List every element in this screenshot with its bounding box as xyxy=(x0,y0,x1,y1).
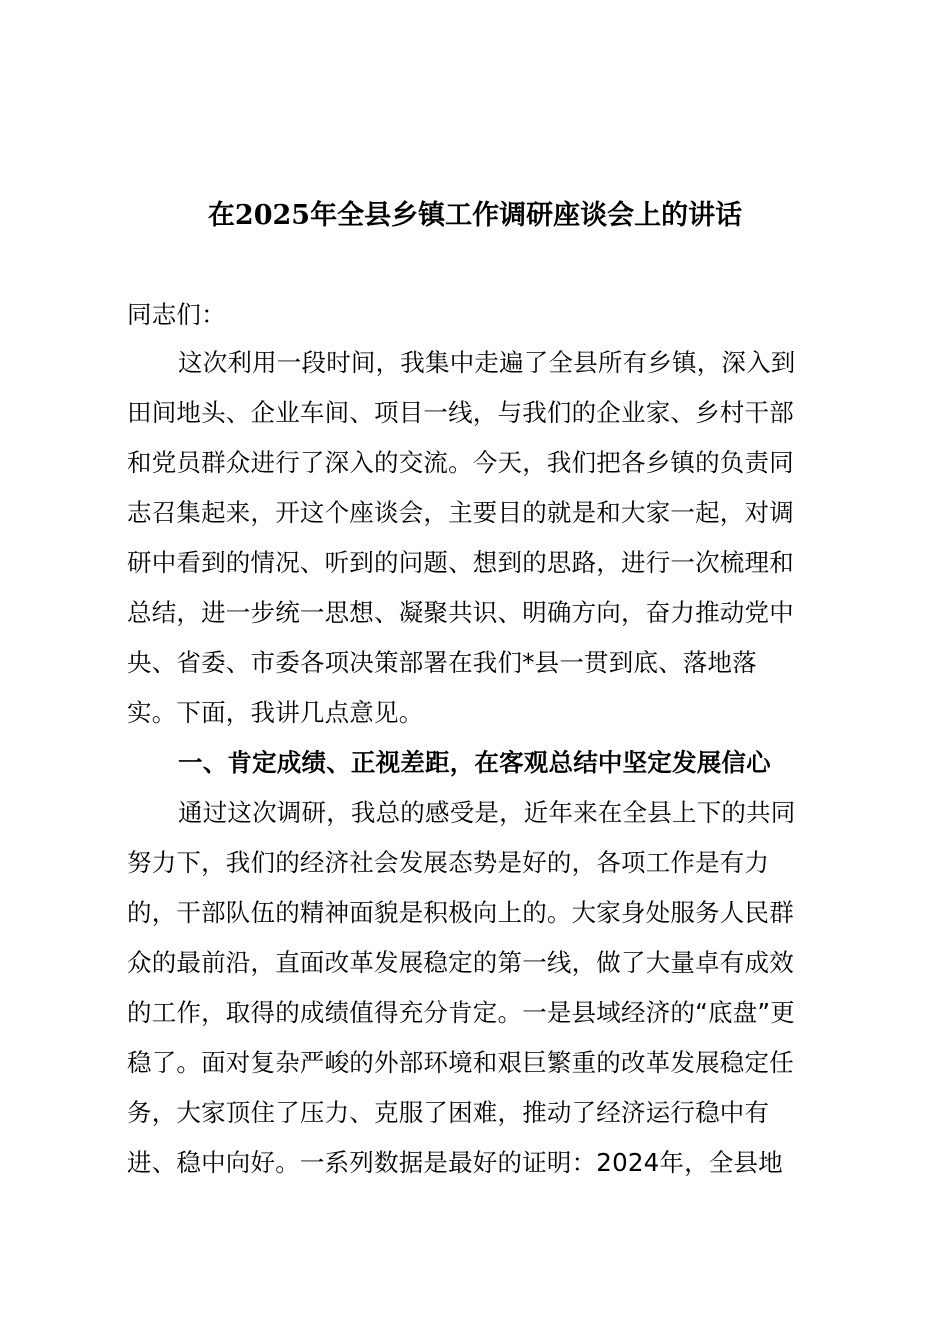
paragraph-line: 田间地头、企业车间、项目一线，与我们的企业家、乡村干部 xyxy=(127,398,794,427)
paragraph-line: 实。下面，我讲几点意见。 xyxy=(127,698,424,727)
paragraph-line: 通过这次调研，我总的感受是，近年来在全县上下的共同 xyxy=(178,798,796,827)
paragraph-line: 进、稳中向好。一系列数据是最好的证明：2024年，全县地 xyxy=(127,1148,783,1177)
section-heading: 一、肯定成绩、正视差距，在客观总结中坚定发展信心 xyxy=(178,748,771,777)
salutation: 同志们： xyxy=(127,300,226,329)
paragraph-line: 的工作，取得的成绩值得充分肯定。一是县域经济的“底盘”更 xyxy=(127,998,795,1027)
paragraph-line: 努力下，我们的经济社会发展态势是好的，各项工作是有力 xyxy=(127,848,770,877)
paragraph-line: 央、省委、市委各项决策部署在我们*县一贯到底、落地落 xyxy=(127,648,757,677)
paragraph-line: 志召集起来，开这个座谈会，主要目的就是和大家一起，对调 xyxy=(127,498,794,527)
paragraph-line: 这次利用一段时间，我集中走遍了全县所有乡镇，深入到 xyxy=(178,348,796,377)
paragraph-line: 众的最前沿，直面改革发展稳定的第一线，做了大量卓有成效 xyxy=(127,948,794,977)
paragraph-line: 总结，进一步统一思想、凝聚共识、明确方向，奋力推动党中 xyxy=(127,598,794,627)
document-title: 在2025年全县乡镇工作调研座谈会上的讲话 xyxy=(207,200,743,231)
paragraph-line: 研中看到的情况、听到的问题、想到的思路，进行一次梳理和 xyxy=(127,548,794,577)
paragraph-line: 和党员群众进行了深入的交流。今天，我们把各乡镇的负责同 xyxy=(127,448,794,477)
paragraph-line: 务，大家顶住了压力、克服了困难，推动了经济运行稳中有 xyxy=(127,1098,770,1127)
paragraph-line: 的，干部队伍的精神面貌是积极向上的。大家身处服务人民群 xyxy=(127,898,794,927)
paragraph-line: 稳了。面对复杂严峻的外部环境和艰巨繁重的改革发展稳定任 xyxy=(127,1048,794,1077)
